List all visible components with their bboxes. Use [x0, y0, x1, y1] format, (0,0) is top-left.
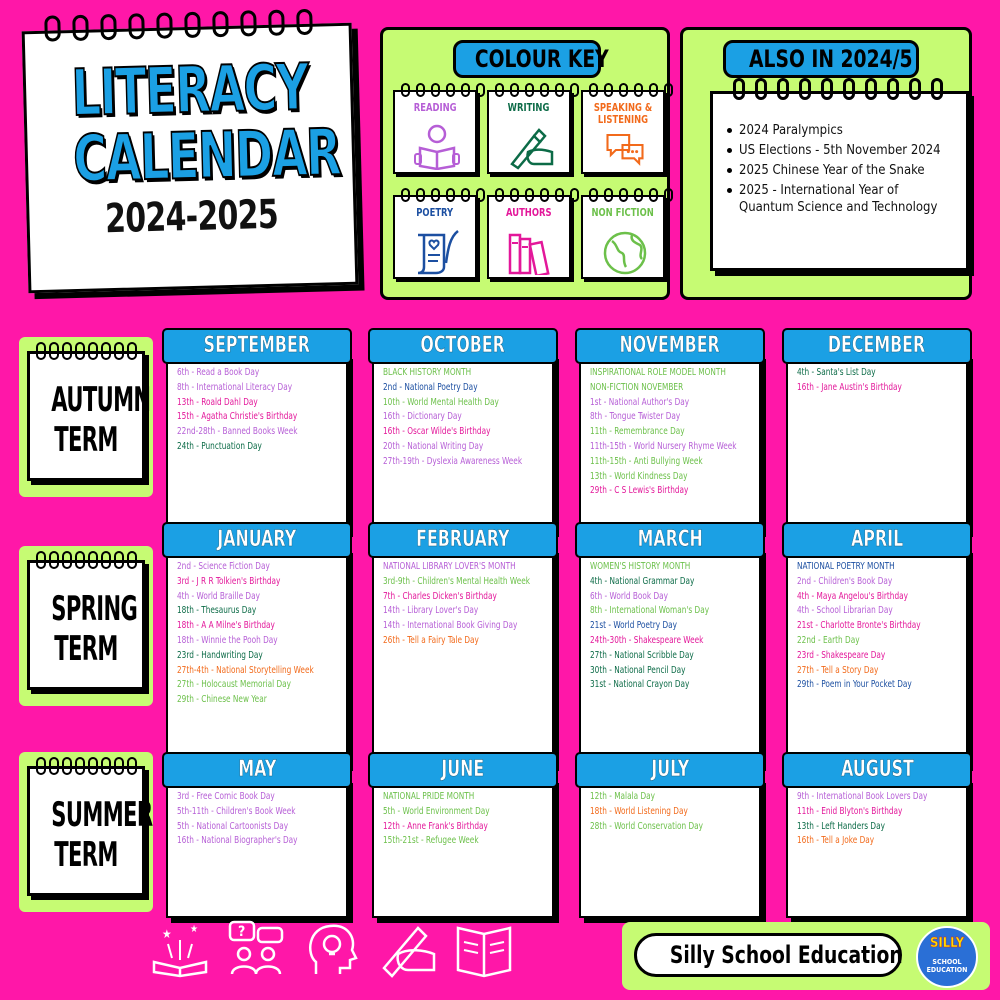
- month-header: [162, 328, 352, 364]
- month-header: [575, 752, 765, 788]
- idea-head-icon: [302, 918, 362, 978]
- also-item: 2024 Paralympics: [727, 122, 956, 139]
- autumn-term-card: [27, 351, 151, 481]
- event-item: 5th - National Cartoonists Day: [177, 820, 289, 832]
- binder-rings: [44, 9, 313, 42]
- colour-key-panel: [380, 27, 670, 300]
- month-january: [162, 522, 352, 774]
- event-item: BLACK HISTORY MONTH: [383, 367, 472, 378]
- key-label-authors: AUTHORS: [506, 206, 552, 219]
- event-item: NATIONAL LIBRARY LOVER'S MONTH: [383, 561, 516, 572]
- event-item: 22nd-28th - Banned Books Week: [177, 426, 298, 438]
- key-non-fiction: [581, 195, 665, 279]
- key-writing: [487, 90, 571, 174]
- event-item: 5th - World Environment Day: [383, 805, 490, 817]
- event-item: 29th - C S Lewis's Birthday: [590, 485, 689, 497]
- event-item: 16th - National Biographer's Day: [177, 835, 298, 847]
- brand-logo: [916, 926, 978, 988]
- also-item: 2025 - International Year of Quantum Science and Technology: [727, 182, 956, 216]
- month-march: [575, 522, 765, 774]
- key-label-speaking: SPEAKING & LISTENING: [593, 101, 653, 126]
- month-name: OCTOBER: [420, 333, 506, 358]
- month-events: [166, 354, 348, 532]
- key-reading: [393, 90, 477, 174]
- event-item: 21st - Charlotte Bronte's Birthday: [797, 620, 921, 632]
- key-label-poetry: POETRY: [416, 206, 454, 219]
- event-item: 20th - National Writing Day: [383, 440, 484, 452]
- event-item: 4th - Santa's List Day: [797, 367, 876, 378]
- month-header: [782, 522, 972, 558]
- event-item: NON-FICTION NOVEMBER: [590, 381, 684, 393]
- month-events: [786, 354, 968, 532]
- event-item: 27th - Holocaust Memorial Day: [177, 679, 292, 691]
- key-label-writing: WRITING: [508, 101, 550, 114]
- also-list: [713, 94, 966, 216]
- event-item: 16th - Tell a Joke Day: [797, 835, 875, 847]
- month-september: [162, 328, 352, 540]
- colour-key-heading: COLOUR KEY: [453, 40, 601, 78]
- month-events: [166, 778, 348, 918]
- month-may: [162, 752, 352, 926]
- event-item: 15th - Agatha Christie's Birthday: [177, 411, 298, 423]
- event-item: 16th - Oscar Wilde's Birthday: [383, 426, 491, 438]
- event-item: 23rd - Shakespeare Day: [797, 649, 886, 661]
- month-october: [368, 328, 558, 540]
- event-item: 11th-15th - Anti Bullying Week: [590, 455, 703, 467]
- event-item: 21st - World Poetry Day: [590, 620, 677, 632]
- month-november: [575, 328, 765, 540]
- event-item: 13th - World Kindness Day: [590, 470, 688, 482]
- event-item: 16th - Jane Austin's Birthday: [797, 381, 902, 393]
- term-name: TERM: [54, 420, 118, 460]
- event-item: 23rd - Handwriting Day: [177, 649, 263, 661]
- month-name: APRIL: [850, 527, 904, 552]
- key-label-reading: READING: [413, 101, 457, 114]
- event-item: 29th - Poem in Your Pocket Day: [797, 679, 912, 691]
- title-year: 2024-2025: [104, 191, 279, 243]
- open-book-icon: [454, 918, 514, 978]
- event-item: 12th - Anne Frank's Birthday: [383, 820, 488, 832]
- event-item: 18th - A A Milne's Birthday: [177, 620, 275, 632]
- event-item: 7th - Charles Dicken's Birthday: [383, 590, 497, 602]
- event-item: INSPIRATIONAL ROLE MODEL MONTH: [590, 367, 726, 378]
- month-events: [372, 354, 554, 532]
- event-item: 24th - Punctuation Day: [177, 440, 262, 452]
- summer-term-panel: [19, 752, 153, 912]
- writing-hand-icon: [378, 918, 438, 978]
- month-events: [166, 548, 348, 766]
- event-item: 30th - National Pencil Day: [590, 664, 686, 676]
- svg-text:?: ?: [238, 924, 246, 940]
- event-item: 3rd - Free Comic Book Day: [177, 791, 275, 802]
- event-item: 22nd - Earth Day: [797, 634, 860, 646]
- month-events: [372, 778, 554, 918]
- globe-icon: [600, 227, 650, 275]
- brand-name[interactable]: Silly School Education: [634, 933, 902, 977]
- month-events: [579, 354, 761, 532]
- footer-icons: [150, 918, 514, 978]
- event-item: 8th - International Woman's Day: [590, 605, 710, 617]
- book-reader-icon: [412, 122, 462, 170]
- event-item: 6th - Read a Book Day: [177, 367, 260, 378]
- event-item: 27th-4th - National Storytelling Week: [177, 664, 314, 676]
- title-line-1: LITERACY: [70, 50, 309, 132]
- logo-bottom-text: SCHOOL EDUCATION: [926, 958, 968, 974]
- event-item: 1st - National Author's Day: [590, 396, 690, 408]
- term-name: AUTUMN: [51, 380, 151, 420]
- month-name: AUGUST: [840, 757, 914, 782]
- event-item: 4th - Maya Angelou's Birthday: [797, 590, 908, 602]
- event-item: 9th - International Book Lovers Day: [797, 791, 928, 802]
- also-card: [710, 91, 969, 271]
- month-name: JULY: [651, 757, 689, 782]
- month-june: [368, 752, 558, 926]
- event-item: 2nd - Children's Book Day: [797, 575, 893, 587]
- term-name: TERM: [54, 629, 118, 669]
- month-header: [575, 522, 765, 558]
- event-item: 8th - Tongue Twister Day: [590, 411, 681, 423]
- also-panel: [680, 27, 972, 300]
- event-item: 18th - Thesaurus Day: [177, 605, 257, 617]
- event-item: 27th - Tell a Story Day: [797, 664, 879, 676]
- spring-term-panel: [19, 546, 153, 706]
- quill-scroll-icon: [412, 227, 462, 275]
- event-item: 3rd - J R R Tolkien's Birthday: [177, 575, 281, 587]
- month-header: [162, 522, 352, 558]
- also-heading: ALSO IN 2024/5: [723, 40, 919, 78]
- event-item: NATIONAL PRIDE MONTH: [383, 791, 475, 802]
- term-name: SUMMER: [51, 795, 153, 835]
- month-august: [782, 752, 972, 926]
- brand-panel: [622, 922, 990, 990]
- spring-term-card: [27, 560, 145, 690]
- month-header: [368, 752, 558, 788]
- event-item: 31st - National Crayon Day: [590, 679, 690, 691]
- month-name: MARCH: [637, 527, 703, 552]
- key-authors: [487, 195, 571, 279]
- event-item: 15th-21st - Refugee Week: [383, 835, 479, 847]
- month-header: [162, 752, 352, 788]
- event-item: 11th - Remembrance Day: [590, 426, 685, 438]
- magic-book-icon: [150, 918, 210, 978]
- event-item: 5th-11th - Children's Book Week: [177, 805, 296, 817]
- logo-top-text: SILLY: [929, 936, 965, 951]
- event-item: 4th - World Braille Day: [177, 590, 260, 602]
- month-february: [368, 522, 558, 774]
- event-item: 10th - World Mental Health Day: [383, 396, 499, 408]
- month-events: [786, 548, 968, 766]
- month-name: DECEMBER: [828, 333, 926, 358]
- month-july: [575, 752, 765, 926]
- chat-people-icon: [226, 918, 286, 978]
- month-name: SEPTEMBER: [203, 333, 311, 358]
- month-header: [368, 328, 558, 364]
- svg-text:★: ★: [190, 924, 199, 935]
- hand-pen-icon: [506, 122, 556, 170]
- month-header: [782, 752, 972, 788]
- event-item: 13th - Roald Dahl Day: [177, 396, 258, 408]
- event-item: 26th - Tell a Fairy Tale Day: [383, 634, 479, 646]
- event-item: 2nd - National Poetry Day: [383, 381, 478, 393]
- also-item: 2025 Chinese Year of the Snake: [727, 162, 956, 179]
- event-item: 11th - Enid Blyton's Birthday: [797, 805, 903, 817]
- event-item: 16th - Dictionary Day: [383, 411, 462, 423]
- event-item: 11th-15th - World Nursery Rhyme Week: [590, 440, 737, 452]
- key-label-non-fiction: NON FICTION: [591, 206, 655, 219]
- month-header: [575, 328, 765, 364]
- svg-text:★: ★: [162, 927, 172, 941]
- event-item: 27th - National Scribble Day: [590, 649, 694, 661]
- month-name: NOVEMBER: [619, 333, 721, 358]
- month-events: [579, 778, 761, 918]
- event-item: 4th - National Grammar Day: [590, 575, 695, 587]
- month-header: [368, 522, 558, 558]
- month-header: [782, 328, 972, 364]
- term-name: TERM: [54, 835, 118, 875]
- month-events: [579, 548, 761, 766]
- event-item: 24th-30th - Shakespeare Week: [590, 634, 704, 646]
- month-name: JANUARY: [217, 527, 297, 552]
- also-item: US Elections - 5th November 2024: [727, 142, 956, 159]
- title-card: [22, 23, 359, 294]
- event-item: NATIONAL POETRY MONTH: [797, 561, 895, 572]
- autumn-term-panel: [19, 337, 153, 497]
- month-december: [782, 328, 972, 540]
- speech-bubbles-icon: [600, 130, 650, 170]
- event-item: 18th - World Listening Day: [590, 805, 688, 817]
- books-icon: [506, 227, 556, 275]
- month-events: [372, 548, 554, 766]
- event-item: 14th - Library Lover's Day: [383, 605, 479, 617]
- summer-term-card: [27, 766, 153, 896]
- event-item: 4th - School Librarian Day: [797, 605, 893, 617]
- month-name: MAY: [238, 757, 276, 782]
- event-item: 3rd-9th - Children's Mental Health Week: [383, 575, 531, 587]
- term-name: SPRING: [51, 589, 138, 629]
- month-name: FEBRUARY: [416, 527, 510, 552]
- key-poetry: [393, 195, 477, 279]
- month-name: JUNE: [441, 757, 485, 782]
- event-item: 8th - International Literacy Day: [177, 381, 293, 393]
- event-item: 27th-19th - Dyslexia Awareness Week: [383, 455, 523, 467]
- event-item: 6th - World Book Day: [590, 590, 669, 602]
- event-item: 14th - International Book Giving Day: [383, 620, 518, 632]
- event-item: 28th - World Conservation Day: [590, 820, 704, 832]
- key-speaking-listening: [581, 90, 665, 174]
- event-item: 2nd - Science Fiction Day: [177, 561, 270, 572]
- title-line-2: CALENDAR: [72, 116, 342, 198]
- event-item: 13th - Left Handers Day: [797, 820, 885, 832]
- event-item: 18th - Winnie the Pooh Day: [177, 634, 278, 646]
- event-item: 12th - Malala Day: [590, 791, 655, 802]
- month-events: [786, 778, 968, 918]
- event-item: 29th - Chinese New Year: [177, 694, 267, 706]
- month-april: [782, 522, 972, 774]
- event-item: WOMEN'S HISTORY MONTH: [590, 561, 691, 572]
